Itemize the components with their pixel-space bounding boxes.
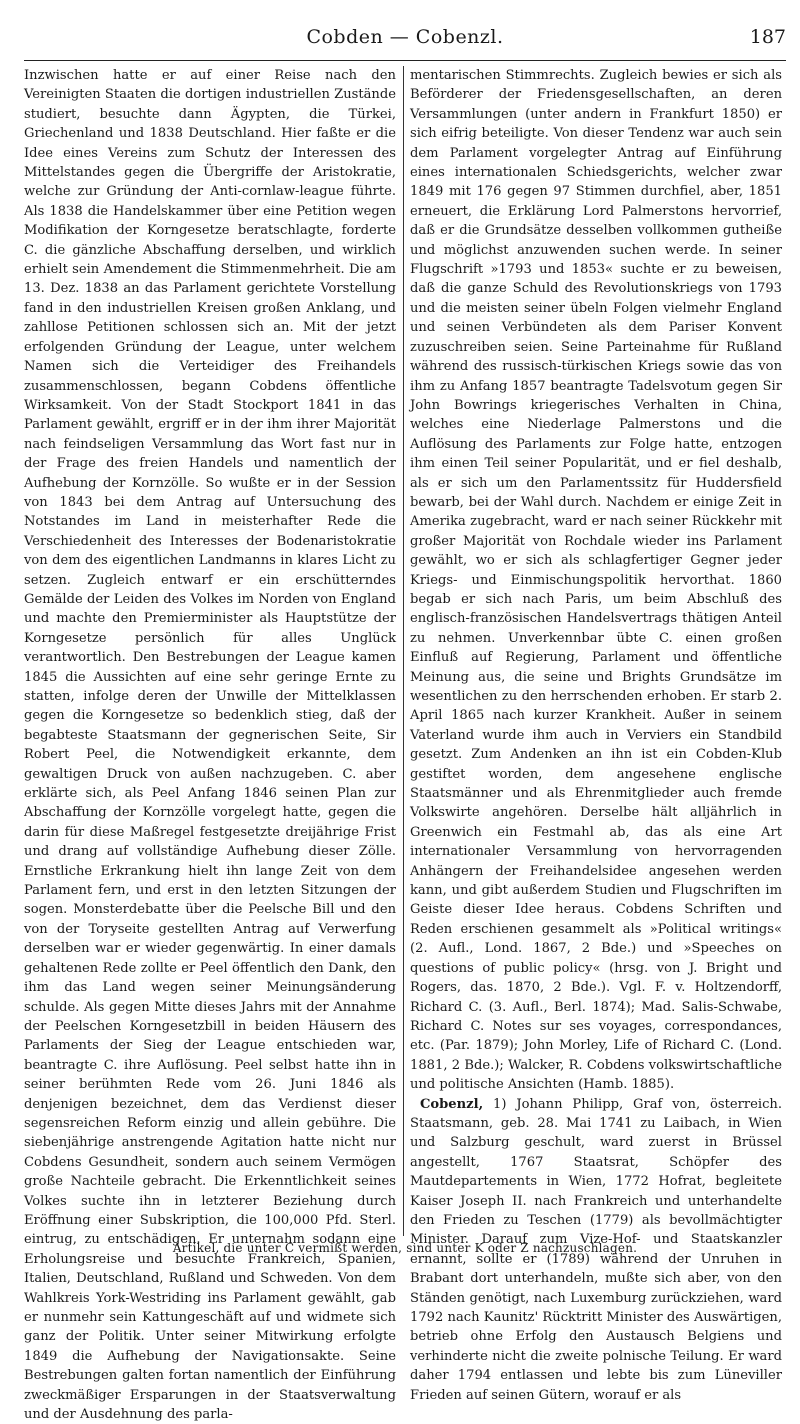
- right-column: [410, 66, 782, 1403]
- page-number: 187: [749, 26, 786, 48]
- document-page: [24, 26, 786, 1423]
- page-header: [24, 26, 786, 61]
- running-title: Cobden — Cobenzl.: [306, 26, 504, 48]
- entry-text: 1) Johann Philipp, Graf von, österreich. Staatsmann, geb. 28. Mai 1741 zu Laibach, in Wien und Salzburg geschult, ward zuerst in Brüssel angestellt, 1767 Staatsrat, Schöpfer des Mautdepartements in Wien, 1772 Hofrat, begleitete Kaiser Joseph II. nach Frankreich und unterhandelte den Frieden zu Teschen (1779) als bevollmächtigter Minister. Darauf zum Vize-Hof- und Staatskanzler ernannt, sollte er (1789) während der Unruhen in Brabant dort unterhandeln, mußte sich aber, von den Ständen genötigt, nach Luxemburg zurückziehen, ward 1792 nach Kaunitz' Rücktritt Minister des Auswärtigen, betrieb ohne Erfolg den Austausch Belgiens und verhinderte nicht die zweite polnische Teilung. Er ward daher 1794 entlassen und lebte bis zum Lüneviller Frieden auf seinen Gütern, worauf er als: [410, 1096, 782, 1403]
- left-column: [24, 66, 396, 1423]
- footer-note: Artikel, die unter C vermißt werden, sind unter K oder Z nachzuschlagen.: [172, 1241, 638, 1255]
- column-divider: [403, 66, 404, 1236]
- entry-lemma: Cobenzl,: [420, 1096, 484, 1112]
- right-paragraph: mentarischen Stimmrechts. Zugleich bewies er sich als Beförderer der Friedensgesellschaften, an deren Versammlungen (unter andern in Frankfurt 1850) er sich eifrig beteiligte. Von dieser Tendenz war auch sein dem Parlament vorgelegter Antrag auf Einführung eines internationalen Schiedsgerichts, welcher zwar 1849 mit 176 gegen 97 Stimmen durchfiel, aber, 1851 erneuert, die Erklärung Lord Palmerstons hervorrief, daß er die Grundsätze desselben vollkommen gutheiße und möglichst anzuwenden suchen werde. In seiner Flugschrift »1793 und 1853« suchte er zu beweisen, daß die ganze Schuld des Revolutionskriegs von 1793 und die meisten seiner übeln Folgen vielmehr England und seinen Verbündeten als dem Pariser Konvent zuzuschreiben seien. Seine Parteinahme für Rußland während des russisch-türkischen Kriegs sowie das von ihm zu Anfang 1857 beantragte Tadelsvotum gegen Sir John Bowrings kriegerisches Verhalten in China, welches eine Niederlage Palmerstons und die Auflösung des Parlaments zur Folge hatte, entzogen ihm einen Teil seiner Popularität, und er fiel deshalb, als er sich um den Parlamentssitz für Huddersfield bewarb, bei der Wahl durch. Nachdem er einige Zeit in Amerika zugebracht, ward er nach seiner Rückkehr mit großer Majorität von Rochdale wieder ins Parlament gewählt, wo er sich als schlagfertiger Gegner jeder Kriegs- und Einmischungspolitik hervorthat. 1860 begab er sich nach Paris, um beim Abschluß des englisch-französischen Handelsvertrags thätigen Anteil zu nehmen. Unverkennbar übte C. einen großen Einfluß auf Regierung, Parlament und öffentliche Meinung aus, die seine und Brights Grundsätze im wesentlichen zu den herrschenden erhoben. Er starb 2. April 1865 nach kurzer Krankheit. Außer in seinem Vaterland wurde ihm auch in Verviers ein Standbild gesetzt. Zum Andenken an ihn ist ein Cobden-Klub gestiftet worden, dem angesehene englische Staatsmänner und als Ehrenmitglieder auch fremde Volkswirte angehören. Derselbe hält alljährlich in Greenwich ein Festmahl ab, das als eine Art internationaler Versammlung von hervorragenden Anhängern der Freihandelsidee angesehen werden kann, und gibt außerdem Studien und Flugschriften im Geiste dieser Idee heraus. Cobdens Schriften und Reden erschienen gesammelt als »Political writings« (2. Aufl., Lond. 1867, 2 Bde.) und »Speeches on questions of public policy« (hrsg. von J. Bright und Rogers, das. 1870, 2 Bde.). Vgl. F. v. Holtzendorff, Richard C. (3. Aufl., Berl. 1874); Mad. Salis-Schwabe, Richard C. Notes sur ses voyages, correspondances, etc. (Par. 1879); John Morley, Life of Richard C. (Lond. 1881, 2 Bde.); Walcker, R. Cobdens volkswirtschaftliche und politische Ansichten (Hamb. 1885).: [410, 68, 782, 1093]
- left-paragraph: Inzwischen hatte er auf einer Reise nach den Vereinigten Staaten die dortigen industriellen Zustände studiert, besuchte dann Ägypten, die Türkei, Griechenland und 1838 Deutschland. Hier faßte er die Idee eines Vereins zum Schutz der Interessen des Mittelstandes gegen die Übergriffe der Aristokratie, welche zur Gründung der Anti-cornlaw-league führte. Als 1838 die Handelskammer über eine Petition wegen Modifikation der Korngesetze beratschlagte, forderte C. die gänzliche Abschaffung derselben, und wirklich erhielt sein Amendement die Stimmenmehrheit. Die am 13. Dez. 1838 an das Parlament gerichtete Vorstellung fand in den industriellen Kreisen großen Anklang, und zahllose Petitionen schlossen sich an. Mit der jetzt erfolgenden Gründung der League, unter welchem Namen sich die Verteidiger des Freihandels zusammenschlossen, begann Cobdens öffentliche Wirksamkeit. Von der Stadt Stockport 1841 in das Parlament gewählt, ergriff er in der ihm ihrer Majorität nach feindseligen Versammlung das Wort fast nur in der Frage des freien Handels und namentlich der Aufhebung der Kornzölle. So wußte er in der Session von 1843 bei dem Antrag auf Untersuchung des Notstandes im Land in meisterhafter Rede die Verschiedenheit des Interesses der Bodenaristokratie von dem des eigentlichen Landmanns in klares Licht zu setzen. Zugleich entwarf er ein erschütterndes Gemälde der Leiden des Volkes im Norden von England und machte den Premierminister als Hauptstütze der Korngesetze persönlich für alles Unglück verantwortlich. Den Bestrebungen der League kamen 1845 die Aussichten auf eine sehr geringe Ernte zu statten, infolge deren der Unwille der Mittelklassen gegen die Korngesetze so bedenklich stieg, daß der begabteste Staatsmann der gegnerischen Seite, Sir Robert Peel, die Notwendigkeit erkannte, dem gewaltigen Druck von außen nachzugeben. C. aber erklärte sich, als Peel Anfang 1846 seinen Plan zur Abschaffung der Kornzölle vorgelegt hatte, gegen die darin für diese Maßregel festgesetzte dreijährige Frist und drang auf vollständige Aufhebung dieser Zölle. Ernstliche Erkrankung hielt ihn lange Zeit von dem Parlament fern, und erst in den letzten Sitzungen der sogen. Monsterdebatte über die Peelsche Bill und den von der Toryseite gestellten Antrag auf Verwerfung derselben war er wieder gegenwärtig. In einer damals gehaltenen Rede zollte er Peel öffentlich den Dank, den ihm das Land wegen seiner Meinungsänderung schulde. Als gegen Mitte dieses Jahrs mit der Annahme der Peelschen Korngesetzbill in beiden Häusern des Parlaments der Sieg der League entschieden war, beantragte C. ihre Auflösung. Peel selbst hatte ihn in seiner berühmten Rede vom 26. Juni 1846 als denjenigen bezeichnet, dem das Verdienst dieser segensreichen Reform einzig und allein gebühre. Die siebenjährige anstrengende Agitation hatte nicht nur Cobdens Gesundheit, sondern auch seinem Vermögen große Nachteile gebracht. Die Erkenntlichkeit seines Volkes suchte ihn in letzterer Beziehung durch Eröffnung einer Subskription, die 100,000 Pfd. Sterl. eintrug, zu entschädigen. Er unternahm sodann eine Erholungsreise und besuchte Frankreich, Spanien, Italien, Deutschland, Rußland und Schweden. Von dem Wahlkreis York-Westriding ins Parlament gewählt, gab er nunmehr sein Kattungeschäft auf und widmete sich ganz der Politik. Unter seiner Mitwirkung erfolgte 1849 die Aufhebung der Navigationsakte. Seine Bestrebungen galten fortan namentlich der Einführung zweckmäßiger Ersparungen in der Staatsverwaltung und der Ausdehnung des parla-: [24, 68, 396, 1423]
